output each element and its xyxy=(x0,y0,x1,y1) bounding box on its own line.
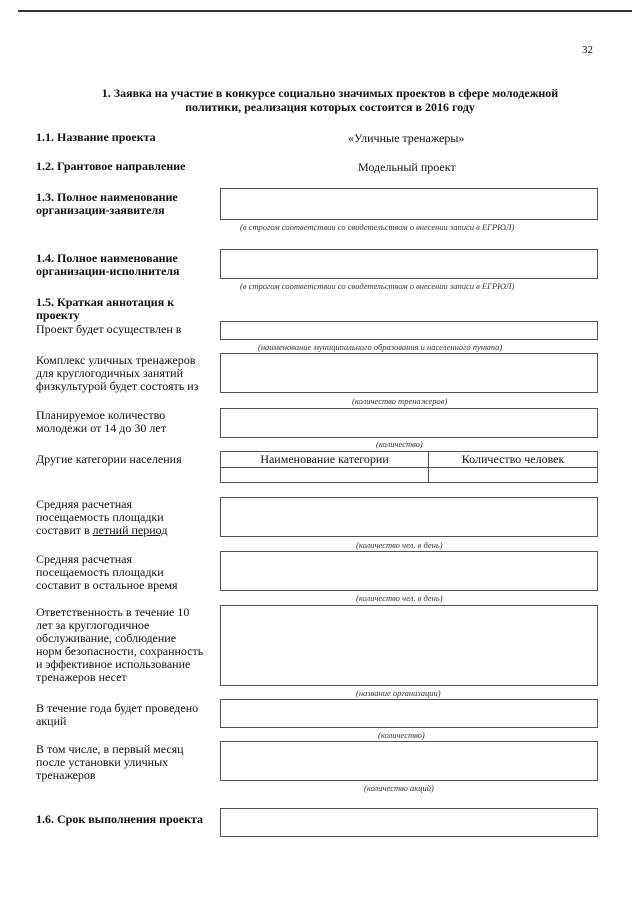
responsibility-label-line5: и эффективное использование xyxy=(36,657,191,671)
project-name-value: «Уличные тренажеры» xyxy=(348,131,465,145)
category-name-cell[interactable] xyxy=(221,468,429,483)
location-label: Проект будет осуществлен в xyxy=(36,322,182,336)
applicant-org-field[interactable] xyxy=(220,188,598,220)
youth-count-label-line2: молодежи от 14 до 30 лет xyxy=(36,421,166,435)
youth-count-label-line1: Планируемое количество xyxy=(36,408,166,422)
page-number: 32 xyxy=(582,44,593,56)
project-name-label: 1.1. Название проекта xyxy=(36,130,156,144)
summer-period-text: летний период xyxy=(92,523,168,537)
actions-year-field[interactable] xyxy=(220,699,598,728)
responsibility-label-line6: тренажеров несет xyxy=(36,670,127,684)
grant-direction-label: 1.2. Грантовое направление xyxy=(36,159,186,173)
other-categories-label: Другие категории населения xyxy=(36,452,182,466)
trainers-label-line1: Комплекс уличных тренажеров xyxy=(36,353,196,367)
responsible-org-caption: (название организации) xyxy=(356,688,441,698)
summer-attendance-label-line2: посещаемость площадки xyxy=(36,510,164,524)
summer-attendance-prefix: составит в xyxy=(36,523,93,537)
actions-first-month-label-line1: В том числе, в первый месяц xyxy=(36,742,184,756)
table-header-row xyxy=(221,452,598,468)
project-term-field[interactable] xyxy=(220,808,598,837)
other-categories-table xyxy=(220,451,598,483)
actions-year-label-line2: акций xyxy=(36,714,67,728)
other-attendance-label-line1: Средняя расчетная xyxy=(36,552,133,566)
summer-attendance-label xyxy=(36,498,167,537)
responsibility-label-line1: Ответственность в течение 10 xyxy=(36,605,190,619)
applicant-org-caption: (в строгом соответствии со свидетельством о внесении записи в ЕГРЮЛ) xyxy=(240,222,515,232)
title-line-1: 1. Заявка на участие в конкурсе социально значимых проектов в сфере молодежной xyxy=(101,86,559,100)
other-attendance-field[interactable] xyxy=(220,551,598,591)
trainers-count-field[interactable] xyxy=(220,353,598,393)
youth-count-caption: (количество) xyxy=(376,439,423,449)
youth-count-field[interactable] xyxy=(220,408,598,438)
project-term-label: 1.6. Срок выполнения проекта xyxy=(36,812,204,826)
applicant-org-label-line2: организации-заявителя xyxy=(36,203,165,217)
grant-direction-value: Модельный проект xyxy=(358,160,456,174)
location-field[interactable] xyxy=(220,321,598,340)
people-count-cell[interactable] xyxy=(429,468,598,483)
trainers-label xyxy=(36,354,198,393)
summer-attendance-field[interactable] xyxy=(220,497,598,537)
trainers-label-line2: для круглогодичных занятий xyxy=(36,366,184,380)
responsibility-label-line2: лет за круглогодичное xyxy=(36,618,150,632)
executor-org-caption: (в строгом соответствии со свидетельством о внесении записи в ЕГРЮЛ) xyxy=(240,281,515,291)
form-title xyxy=(70,86,590,114)
executor-org-label-line2: организации-исполнителя xyxy=(36,264,180,278)
annotation-label xyxy=(36,296,174,322)
trainers-label-line3: физкультурой будет состоять из xyxy=(36,379,199,393)
actions-first-month-caption: (количество акций) xyxy=(364,783,434,793)
other-attendance-label-line3: составит в остальное время xyxy=(36,578,178,592)
actions-year-label-line1: В течение года будет проведено xyxy=(36,701,199,715)
location-caption: (наименование муниципального образования и населенного пункта) xyxy=(258,342,503,352)
actions-first-month-field[interactable] xyxy=(220,741,598,781)
summer-attendance-caption: (количество чел. в день) xyxy=(356,540,443,550)
actions-year-label xyxy=(36,702,198,728)
actions-year-caption: (количество) xyxy=(378,730,425,740)
people-count-header: Количество человек xyxy=(429,452,598,468)
table-row xyxy=(221,468,598,483)
title-line-2: политики, реализация которых состоится в 2016 году xyxy=(185,100,475,114)
annotation-label-line1: 1.5. Краткая аннотация к xyxy=(36,295,175,309)
youth-count-label xyxy=(36,409,166,435)
executor-org-field[interactable] xyxy=(220,249,598,279)
actions-first-month-label xyxy=(36,743,184,782)
applicant-org-label xyxy=(36,191,178,217)
actions-first-month-label-line3: тренажеров xyxy=(36,768,96,782)
executor-org-label-line1: 1.4. Полное наименование xyxy=(36,251,178,265)
other-attendance-label-line2: посещаемость площадки xyxy=(36,565,164,579)
executor-org-label xyxy=(36,252,180,278)
responsibility-label-line3: обслуживание, соблюдение xyxy=(36,631,177,645)
responsible-org-field[interactable] xyxy=(220,605,598,686)
responsibility-label-line4: норм безопасности, сохранность xyxy=(36,644,204,658)
top-rule xyxy=(18,10,632,12)
trainers-caption: (количество тренажеров) xyxy=(352,396,448,406)
actions-first-month-label-line2: после установки уличных xyxy=(36,755,169,769)
summer-attendance-label-line3 xyxy=(36,524,167,537)
other-attendance-caption: (количество чел. в день) xyxy=(356,593,443,603)
other-attendance-label xyxy=(36,553,178,592)
applicant-org-label-line1: 1.3. Полное наименование xyxy=(36,190,178,204)
responsibility-label xyxy=(36,606,203,684)
annotation-label-line2: проекту xyxy=(36,308,80,322)
summer-attendance-label-line1: Средняя расчетная xyxy=(36,497,133,511)
category-name-header: Наименование категории xyxy=(221,452,429,468)
